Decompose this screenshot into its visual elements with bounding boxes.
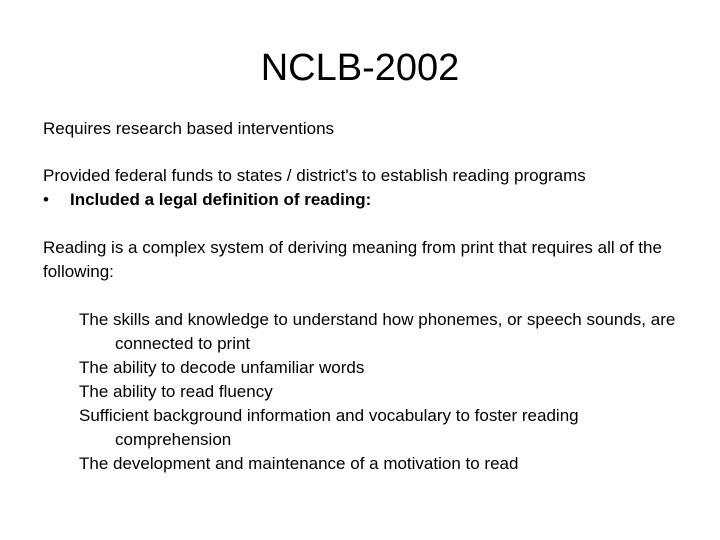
list-item: Sufficient background information and vocabulary to foster reading comprehension	[79, 406, 579, 449]
slide-title: NCLB-2002	[260, 47, 460, 89]
bullet-text: Included a legal definition of reading:	[70, 190, 372, 209]
list-item: The ability to decode unfamiliar words	[79, 358, 365, 377]
requirements-list	[79, 308, 679, 476]
bullet-marker: •	[43, 190, 49, 209]
list-item: The development and maintenance of a motivation to read	[79, 454, 519, 473]
list-item: The skills and knowledge to understand how phonemes, or speech sounds, are connected to print	[79, 310, 676, 353]
bullet-item-legal-definition	[43, 188, 371, 212]
paragraph-reading-definition: Reading is a complex system of deriving meaning from print that requires all of the following:	[43, 238, 662, 281]
paragraph-federal-funds: Provided federal funds to states / district's to establish reading programs	[43, 166, 586, 185]
list-item: The ability to read fluency	[79, 382, 273, 401]
paragraph-research-interventions: Requires research based interventions	[43, 119, 335, 138]
